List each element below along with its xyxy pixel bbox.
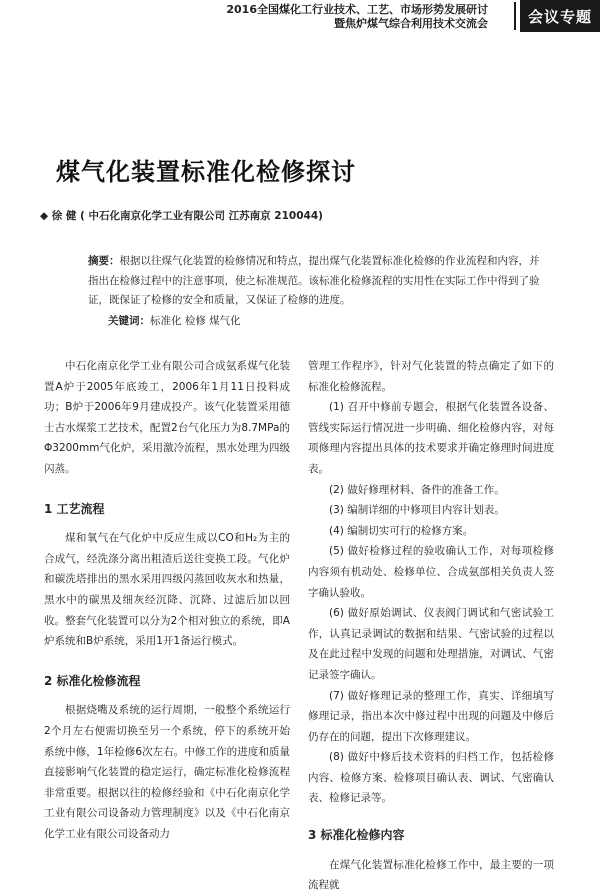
- procedure-item: (2) 做好修理材料、备件的准备工作。: [329, 483, 505, 496]
- procedure-item: (1) 召开中修前专题会，根据气化装置各设备、管线实际运行情况进一步明确、细化检修内容，对每项修理内容提出具体的技术要求并确定修理时间进度表。: [308, 401, 554, 475]
- procedure-item: (4) 编制切实可行的检修方案。: [329, 524, 474, 537]
- keywords: [108, 313, 241, 328]
- procedure-item: (6) 做好原始调试、仪表阀门调试和气密试验工作，认真记录调试的数据和结果、气密试验的过程以及在此过程中发现的问题和处理措施，对调试、气密记录签字确认。: [308, 607, 554, 681]
- section-2-heading: 2 标准化检修流程: [44, 673, 141, 688]
- running-header: [226, 0, 600, 34]
- procedure-item: (3) 编制详细的中修项目内容计划表。: [329, 504, 505, 517]
- left-column: [44, 356, 290, 844]
- procedure-item: (7) 做好修理记录的整理工作，真实、详细填写修理记录，指出本次中修过程中出现的问题及中修后仍存在的问题，提出下次修理建议。: [308, 689, 554, 743]
- intro-paragraph: 中石化南京化学工业有限公司合成氨系煤气化装置A炉于2005年底竣工，2006年1月11日投料成功；B炉于2006年9月建成投产。该气化装置采用德士古水煤浆工艺技术，配置2台气化压力为8.7MPa的Φ3200mm气化炉，采用激冷流程，黑水处理为四级闪蒸。: [44, 360, 290, 475]
- section-1-heading: 1 工艺流程: [44, 501, 105, 516]
- header-divider: [514, 2, 516, 30]
- procedure-item: (8) 做好中修后技术资料的归档工作，包括检修内容、检修方案、检修项目确认表、调试、气密确认表、检修记录等。: [308, 751, 554, 805]
- section-2-paragraph: 根据烧嘴及系统的运行周期，一般整个系统运行2个月左右便需切换至另一个系统，停下的系统开始系统中修，1年检修6次左右。中修工作的进度和质量直接影响气化装置的稳定运行，确定标准化检修流程非常重要。根据以往的检修经验和《中石化南京化学工业有限公司设备动力管理制度》以及《中石化南京化学工业有限公司设备动力: [44, 704, 290, 840]
- author-line: ◆ 徐 健 ( 中石化南京化学工业有限公司 江苏南京 210044): [40, 210, 323, 222]
- right-column: [308, 356, 554, 896]
- procedure-item: (5) 做好检修过程的验收确认工作，对每项检修内容须有机动处、检修单位、合成氨部相关负责人签字确认验收。: [308, 545, 554, 599]
- keywords-text: 标准化 检修 煤气化: [150, 315, 241, 327]
- abstract: [88, 252, 548, 311]
- section-3-paragraph: 在煤气化装置标准化检修工作中，最主要的一项流程就: [308, 858, 554, 892]
- section-3-heading: 3 标准化检修内容: [308, 828, 405, 843]
- abstract-label: 摘要：: [88, 255, 120, 267]
- section-2-continuation: 管理工作程序》，针对气化装置的特点确定了如下的标准化检修流程。: [308, 360, 554, 393]
- section-1-paragraph: 煤和氧气在气化炉中反应生成以CO和H₂为主的合成气，经洗涤分离出粗渣后送往变换工段。气化炉和碳洗塔排出的黑水采用四级闪蒸回收灰水和热量，黑水中的碳黑及细灰经沉降、沉降、过滤后加以回收。整套气化装置可以分为2个相对独立的系统，即A炉系统和B炉系统，采用1开1备运行模式。: [44, 532, 290, 648]
- abstract-text: 根据以往煤气化装置的检修情况和特点，提出煤气化装置标准化检修的作业流程和内容，并指出在检修过程中的注意事项，使之标准规范。该标准化检修流程的实用性在实际工作中得到了验证，既保证了检修的安全和质量，又保证了检修的进度。: [88, 255, 540, 306]
- header-conference-line2: 暨焦炉煤气综合利用技术交流会: [334, 17, 488, 30]
- keywords-label: 关键词：: [108, 315, 150, 327]
- header-conference-line1: 2016全国煤化工行业技术、工艺、市场形势发展研讨: [226, 3, 488, 16]
- article-title: 煤气化装置标准化检修探讨: [56, 158, 356, 186]
- section-tag: 会议专题: [520, 0, 600, 32]
